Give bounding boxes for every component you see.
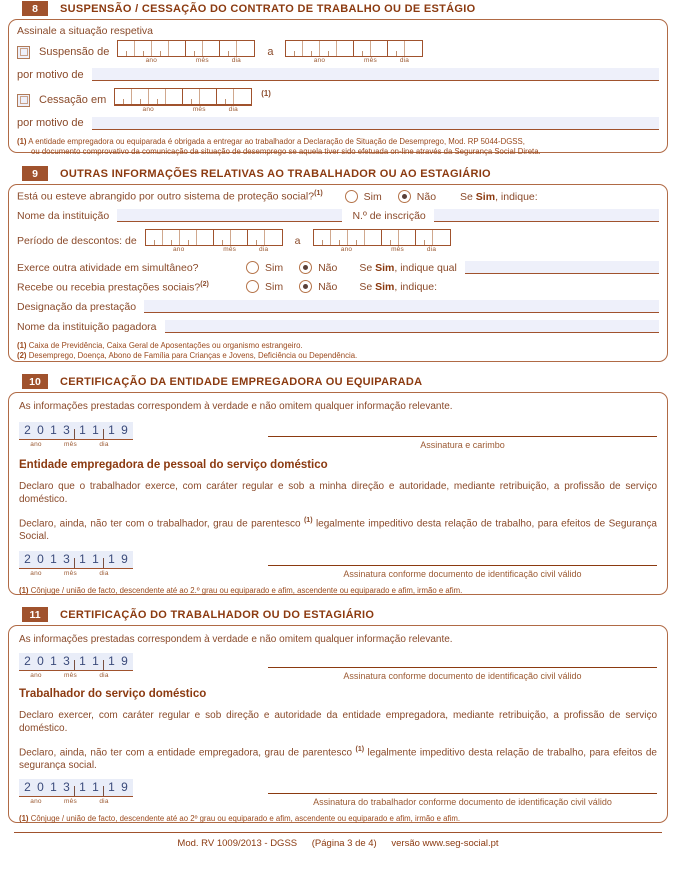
date-label-day: dia <box>426 246 437 254</box>
cessation-reason-label: por motivo de <box>17 117 84 130</box>
date-label-year: ano <box>30 569 42 577</box>
section-8-title: SUSPENSÃO / CESSAÇÃO DO CONTRATO DE TRABALHO OU DE ESTÁGIO <box>60 2 476 15</box>
suspension-reason-row <box>17 68 659 81</box>
social-benefits-yes-radio[interactable] <box>246 280 259 293</box>
section-8-panel <box>8 19 668 156</box>
date-digit: 0 <box>37 653 44 668</box>
section-11-header <box>22 606 668 623</box>
section-9-header <box>22 165 668 182</box>
section-8-footnote-line1: A entidade empregadora ou equiparada é obrigada a entregar ao trabalhador a Declaração de Situação de Desemprego, Mod. RP 5044-DGSS, <box>28 136 525 146</box>
date-digit: 1 <box>108 422 115 437</box>
date-digit: 1 <box>92 422 99 437</box>
date-digit: 0 <box>37 551 44 566</box>
section-8-instruction: Assinale a situação respetiva <box>17 25 153 37</box>
date-label-month: mês <box>64 440 77 448</box>
registration-label: N.º de inscrição <box>352 209 426 222</box>
other-activity-row <box>17 261 659 274</box>
employer-signature-row-2 <box>19 551 657 579</box>
employer-signature-1[interactable] <box>268 436 657 450</box>
cessation-label: Cessação em <box>39 94 107 107</box>
deductions-period-row <box>17 229 659 253</box>
if-yes-prefix: Se <box>460 190 476 203</box>
section-9-title: OUTRAS INFORMAÇÕES RELATIVAS AO TRABALHADOR OU AO ESTAGIÁRIO <box>60 167 491 180</box>
date-digit: 3 <box>63 653 70 668</box>
worker-date-2-digits <box>19 779 133 797</box>
section-11-footnote-text: Cônjuge / união de facto, descendente até ao 2º grau ou equiparado e afim, ascendente ou equiparado e afim, irmão e afim. <box>30 813 461 823</box>
social-protection-yes-radio[interactable] <box>345 190 358 203</box>
date-digit: 1 <box>92 779 99 794</box>
footer-divider <box>14 832 662 833</box>
footer <box>8 838 668 849</box>
cessation-reason-input[interactable] <box>92 117 659 130</box>
employer-signature-row-1 <box>19 422 657 450</box>
section-8-footnote <box>17 137 659 157</box>
if-yes-suffix: , indique qual <box>394 261 457 274</box>
date-digit: 1 <box>108 653 115 668</box>
date-label-day: dia <box>99 797 109 805</box>
date-digit: 1 <box>50 653 57 668</box>
section-10-para-2-b: legalmente impeditivo desta relação de trabalho, para efeitos de Segurança Social. <box>19 517 657 543</box>
section-10-panel <box>8 392 668 595</box>
date-label-day: dia <box>99 440 109 448</box>
employer-date-1-digits <box>19 422 133 440</box>
date-digit: 2 <box>24 422 31 437</box>
section-10-para-2-a: Declaro, ainda, não ter com o trabalhador, grau de parentesco <box>19 517 304 529</box>
if-yes-suffix: , indique: <box>495 190 538 203</box>
suspension-between-label: a <box>267 46 274 59</box>
social-protection-question: Está ou esteve abrangido por outro sistema de proteção social? <box>17 190 315 203</box>
section-11-title: CERTIFICAÇÃO DO TRABALHADOR OU DO ESTAGIÁRIO <box>60 608 375 621</box>
social-benefits-no-radio[interactable] <box>299 280 312 293</box>
worker-signature-row-1 <box>19 653 657 681</box>
social-protection-no-label: Não <box>416 190 437 203</box>
section-9-footnote-1-text: Caixa de Previdência, Caixa Geral de Aposentações ou organismo estrangeiro. <box>28 341 303 351</box>
date-label-month: mês <box>391 246 404 254</box>
date-label-day: dia <box>259 246 269 254</box>
date-label-month: mês <box>223 246 237 254</box>
social-benefits-row <box>17 280 659 293</box>
date-digit: 3 <box>63 779 70 794</box>
other-activity-input[interactable] <box>465 261 659 274</box>
other-activity-yes-label: Sim <box>265 261 284 274</box>
signature-line <box>268 565 657 566</box>
other-activity-no-radio[interactable] <box>299 261 312 274</box>
date-label-day: dia <box>99 671 109 679</box>
other-activity-if-yes <box>359 262 457 274</box>
section-10-para-2 <box>19 516 657 544</box>
date-label-day: dia <box>231 57 241 65</box>
date-label-year: ano <box>313 57 326 65</box>
section-9-panel <box>8 184 668 362</box>
date-digit: 9 <box>121 551 128 566</box>
date-label-month: mês <box>364 57 377 65</box>
date-digit: 1 <box>108 551 115 566</box>
social-benefits-mark: (2) <box>200 280 209 288</box>
date-digit: 9 <box>121 653 128 668</box>
date-digit: 9 <box>121 779 128 794</box>
institution-input[interactable] <box>117 209 342 222</box>
section-9-footnote-1-mark: (1) <box>17 341 27 351</box>
deductions-date-from[interactable] <box>145 229 283 253</box>
payer-institution-input[interactable] <box>165 320 659 333</box>
section-10-para-2-mark: (1) <box>303 516 313 524</box>
payer-institution-label: Nome da instituição pagadora <box>17 320 157 333</box>
section-10-header <box>22 373 668 390</box>
institution-row <box>17 209 659 222</box>
benefit-designation-input[interactable] <box>144 300 659 313</box>
signature-line <box>268 436 657 437</box>
date-digit: 1 <box>50 551 57 566</box>
date-label-day: dia <box>99 569 109 577</box>
section-11-subhead: Trabalhador do serviço doméstico <box>19 687 207 700</box>
section-11-para-2-b: legalmente impeditivo desta relação de trabalho, para efeitos de segurança social. <box>19 746 657 772</box>
date-digit: 2 <box>24 653 31 668</box>
date-label-month: mês <box>64 671 77 679</box>
other-activity-label: Exerce outra atividade em simultâneo? <box>17 261 199 274</box>
footer-version: versão www.seg-social.pt <box>391 838 499 849</box>
social-protection-no-radio[interactable] <box>398 190 411 203</box>
section-10-subhead: Entidade empregadora de pessoal do serviço doméstico <box>19 458 328 471</box>
section-10-number: 10 <box>22 374 48 389</box>
employer-signature-caption-1: Assinatura e carimbo <box>420 439 505 450</box>
date-label-day: dia <box>399 57 410 65</box>
institution-label: Nome da instituição <box>17 209 110 222</box>
social-protection-if-yes <box>460 191 538 203</box>
signature-line <box>268 793 657 794</box>
social-protection-question-row <box>17 190 659 203</box>
section-11-para-2-a: Declaro, ainda, não ter com a entidade empregadora, grau de parentesco <box>19 746 356 758</box>
employer-date-2[interactable] <box>19 551 133 577</box>
registration-input[interactable] <box>434 209 659 222</box>
section-11-para-1: Declaro exercer, com caráter regular e sob direção e autoridade da entidade empregadora, mediante retribuição, a profissão de serviço doméstico. <box>19 709 657 734</box>
social-benefits-label <box>17 281 222 294</box>
social-benefits-no-label: Não <box>318 280 338 293</box>
date-digit: 2 <box>24 779 31 794</box>
suspension-row <box>17 40 659 64</box>
employer-signature-2[interactable] <box>268 565 657 579</box>
section-10-para-1: Declaro que o trabalhador exerce, com caráter regular e sob a minha direção e autoridade, mediante retribuição, a profissão de serviço doméstico. <box>19 480 657 505</box>
benefit-designation-row <box>17 300 659 313</box>
worker-signature-1[interactable] <box>268 667 657 681</box>
other-activity-no-label: Não <box>318 261 338 274</box>
date-label-month: mês <box>192 105 206 113</box>
section-11-footnote-mark: (1) <box>19 813 29 823</box>
date-digit: 1 <box>50 422 57 437</box>
social-benefits-question: Recebe ou recebia prestações sociais? <box>17 281 201 294</box>
section-10-statement: As informações prestadas correspondem à verdade e não omitem qualquer informação relevante. <box>19 401 453 412</box>
section-11-footnote <box>19 814 657 824</box>
section-10-title: CERTIFICAÇÃO DA ENTIDADE EMPREGADORA OU EQUIPARADA <box>60 375 423 388</box>
date-label-year: ano <box>30 671 42 679</box>
worker-signature-caption-1: Assinatura conforme documento de identificação civil válido <box>343 670 582 681</box>
section-10-footnote <box>19 586 657 596</box>
social-benefits-if-yes <box>359 281 437 293</box>
date-digit: 1 <box>79 779 86 794</box>
cessation-checkbox[interactable] <box>17 94 30 107</box>
section-10-footnote-text: Cônjuge / união de facto, descendente até ao 2.º grau ou equiparado e afim, ascendente ou equiparado e afim, irmão e afim. <box>30 585 463 595</box>
suspension-label: Suspensão de <box>39 46 110 59</box>
date-digit: 9 <box>121 422 128 437</box>
footer-page: (Página 3 de 4) <box>311 838 377 849</box>
if-yes-bold: Sim <box>375 261 395 274</box>
date-digit: 1 <box>79 551 86 566</box>
date-label-month: mês <box>64 569 77 577</box>
section-11-statement: As informações prestadas correspondem à verdade e não omitem qualquer informação relevante. <box>19 634 453 645</box>
other-activity-yes-radio[interactable] <box>246 261 259 274</box>
section-11-para-2-mark: (1) <box>355 745 365 753</box>
worker-date-2[interactable] <box>19 779 133 805</box>
deductions-date-to[interactable] <box>313 229 451 253</box>
date-label-year: ano <box>145 57 158 65</box>
date-digit: 2 <box>24 551 31 566</box>
worker-signature-2[interactable] <box>268 793 657 807</box>
if-yes-bold: Sim <box>375 280 395 293</box>
date-label-day: dia <box>228 105 238 113</box>
signature-line <box>268 667 657 668</box>
section-9-number: 9 <box>22 166 48 181</box>
date-digit: 3 <box>63 551 70 566</box>
employer-date-1[interactable] <box>19 422 133 448</box>
section-9-footnotes <box>17 341 659 361</box>
date-digit: 3 <box>63 422 70 437</box>
date-digit: 1 <box>92 551 99 566</box>
suspension-reason-input[interactable] <box>92 68 659 81</box>
benefit-designation-label: Designação da prestação <box>17 300 137 313</box>
employer-date-2-digits <box>19 551 133 569</box>
section-9-footnote-2-mark: (2) <box>17 351 27 361</box>
section-8-header <box>22 0 668 17</box>
date-label-month: mês <box>195 57 209 65</box>
cessation-reason-row <box>17 117 659 130</box>
social-protection-yes-label: Sim <box>363 190 382 203</box>
deductions-between-label: a <box>294 235 301 248</box>
suspension-date-from[interactable] <box>117 40 255 64</box>
if-yes-suffix: , indique: <box>394 280 438 293</box>
date-label-year: ano <box>172 246 185 254</box>
date-label-year: ano <box>340 246 353 254</box>
section-8-number: 8 <box>22 1 48 16</box>
social-benefits-yes-label: Sim <box>265 280 284 293</box>
section-11-para-2 <box>19 745 657 773</box>
section-11-number: 11 <box>22 607 48 622</box>
section-11-panel <box>8 625 668 823</box>
payer-institution-row <box>17 320 659 333</box>
date-label-year: ano <box>30 440 42 448</box>
suspension-checkbox[interactable] <box>17 46 30 59</box>
section-9-footnote-2 <box>17 351 659 361</box>
suspension-reason-label: por motivo de <box>17 68 84 81</box>
section-9-footnote-1 <box>17 341 659 351</box>
date-label-year: ano <box>30 797 42 805</box>
worker-date-1[interactable] <box>19 653 133 679</box>
date-digit: 1 <box>92 653 99 668</box>
cessation-date[interactable] <box>114 88 252 112</box>
section-8-footnote-line2: ou documento comprovativo da comunicação da situação de desemprego se aquela tiver sido efetuada on-line através da Segurança Social Direta. <box>31 146 541 156</box>
date-digit: 1 <box>108 779 115 794</box>
date-digit: 0 <box>37 422 44 437</box>
date-digit: 1 <box>79 422 86 437</box>
date-digit: 1 <box>79 653 86 668</box>
worker-date-1-digits <box>19 653 133 671</box>
worker-signature-caption-2: Assinatura do trabalhador conforme documento de identificação civil válido <box>313 796 612 807</box>
if-yes-prefix: Se <box>359 280 376 293</box>
section-10-footnote-mark: (1) <box>19 585 29 595</box>
section-8-footnote-mark: (1) <box>17 136 27 146</box>
social-protection-label <box>17 190 323 203</box>
if-yes-prefix: Se <box>359 261 376 274</box>
worker-signature-row-2 <box>19 779 657 807</box>
deductions-label: Período de descontos: de <box>17 235 137 248</box>
date-label-year: ano <box>142 105 154 113</box>
if-yes-bold: Sim <box>475 190 496 203</box>
cessation-footnote-mark: (1) <box>261 89 271 99</box>
footer-model: Mod. RV 1009/2013 - DGSS <box>177 838 298 849</box>
employer-signature-caption-2: Assinatura conforme documento de identificação civil válido <box>343 568 582 579</box>
suspension-date-to[interactable] <box>285 40 423 64</box>
social-protection-mark: (1) <box>314 190 323 198</box>
section-9-footnote-2-text: Desemprego, Doença, Abono de Família para Crianças e Jovens, Deficiência ou Dependência. <box>28 351 358 361</box>
date-digit: 1 <box>50 779 57 794</box>
cessation-row <box>17 88 659 112</box>
date-digit: 0 <box>37 779 44 794</box>
date-label-month: mês <box>64 797 77 805</box>
